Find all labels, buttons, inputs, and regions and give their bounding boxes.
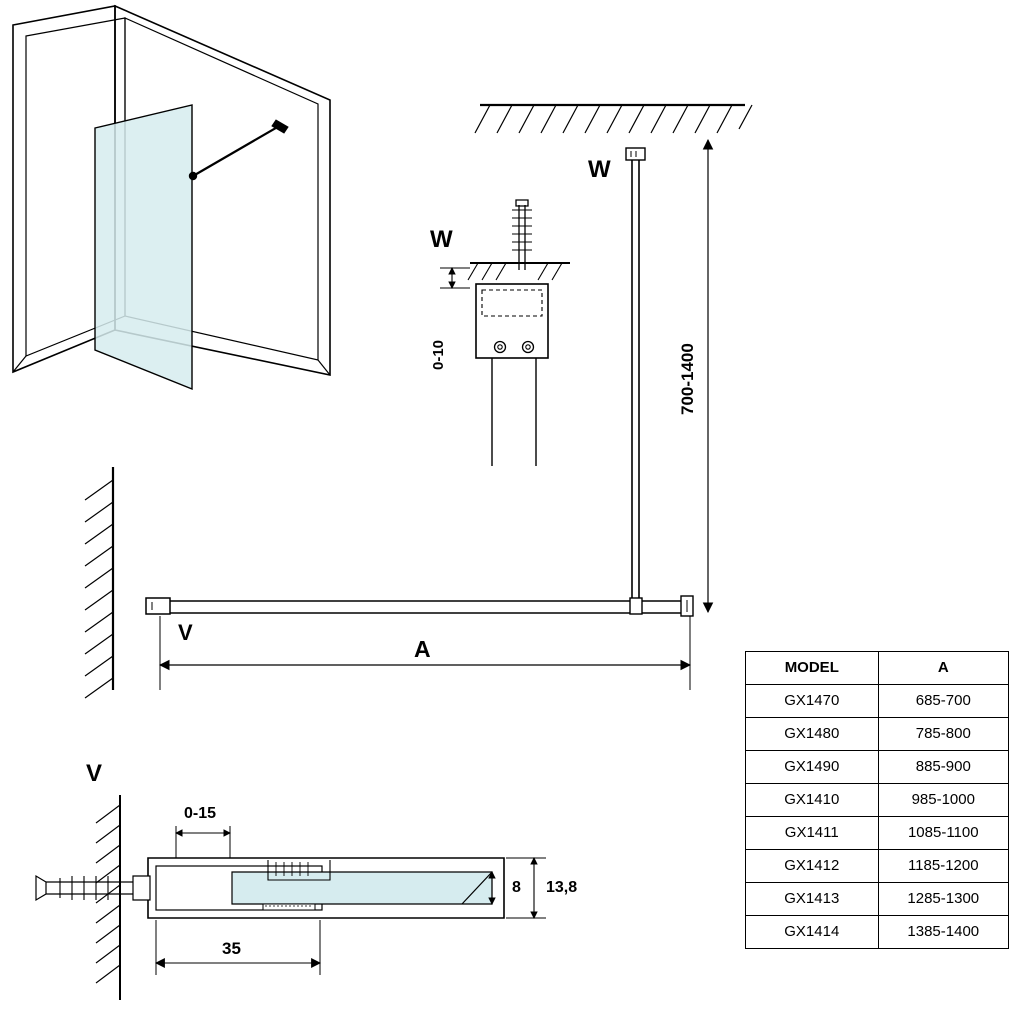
dimension-profile-length: 35: [222, 939, 241, 958]
detail-label-w-left: W: [430, 226, 453, 253]
detail-label-w-top: W: [588, 156, 611, 183]
table-row: [746, 817, 1009, 850]
detail-label-v-bottom: V: [86, 760, 103, 787]
dimension-wall-gap: 0-15: [184, 805, 217, 822]
cell-a: 1285-1300: [878, 883, 1008, 916]
table-row: [746, 883, 1009, 916]
cell-a: 885-900: [878, 751, 1008, 784]
cell-a: 1185-1200: [878, 850, 1008, 883]
dimension-bracket-gap: 0-10: [430, 339, 447, 370]
cell-model: GX1414: [746, 916, 879, 949]
cell-a: 985-1000: [878, 784, 1008, 817]
cell-model: GX1480: [746, 718, 879, 751]
dimension-height: 700-1400: [678, 343, 697, 415]
table-row: [746, 685, 1009, 718]
table-row: [746, 850, 1009, 883]
cell-model: GX1490: [746, 751, 879, 784]
model-spec-table: [745, 651, 1009, 949]
cell-a: 1385-1400: [878, 916, 1008, 949]
table-row: [746, 916, 1009, 949]
cell-model: GX1411: [746, 817, 879, 850]
dimension-profile-depth: 13,8: [546, 879, 578, 896]
isometric-view: [13, 6, 330, 389]
cell-model: GX1410: [746, 784, 879, 817]
table-row: [746, 751, 1009, 784]
detail-v-section: [36, 795, 546, 1000]
table-row: [746, 718, 1009, 751]
table-row: [746, 784, 1009, 817]
cell-model: GX1412: [746, 850, 879, 883]
cell-a: 785-800: [878, 718, 1008, 751]
cell-a: 1085-1100: [878, 817, 1008, 850]
detail-w-bracket: [440, 200, 570, 466]
table-header-model: MODEL: [746, 652, 879, 685]
table-header-row: [746, 652, 1009, 685]
cell-model: GX1413: [746, 883, 879, 916]
cell-a: 685-700: [878, 685, 1008, 718]
table-header-a: A: [878, 652, 1008, 685]
dimension-glass-thickness: 8: [512, 879, 521, 896]
dimension-width-a: A: [414, 636, 431, 662]
detail-label-v-plan: V: [178, 620, 193, 645]
cell-model: GX1470: [746, 685, 879, 718]
